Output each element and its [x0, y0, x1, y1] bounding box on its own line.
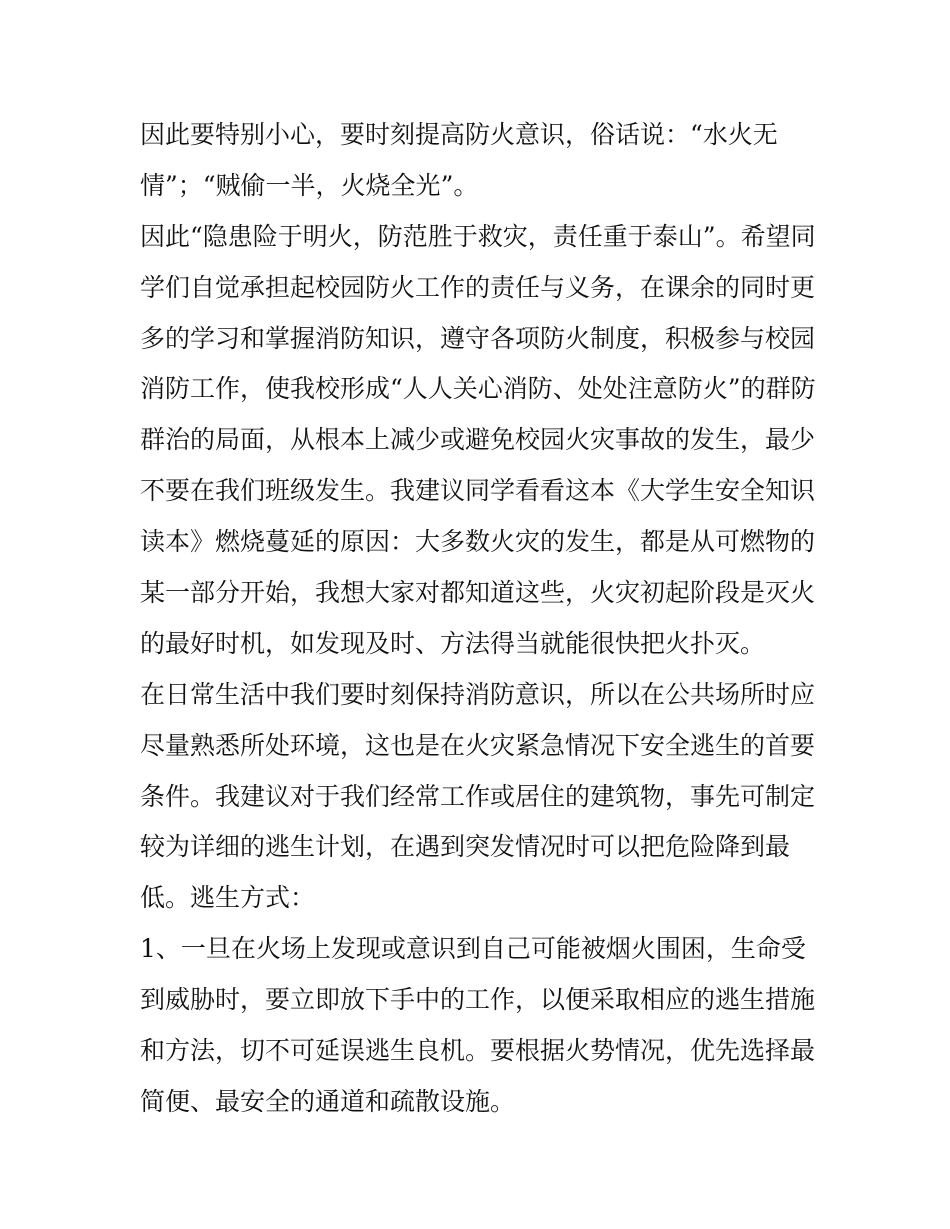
text-line: 到威胁时，要立即放下手中的工作，以便采取相应的逃生措施 — [140, 985, 816, 1015]
document-body — [140, 110, 830, 1128]
text-line: 和方法，切不可延误逃生良机。要根据火势情况，优先选择最 — [140, 1036, 816, 1066]
text-line: 较为详细的逃生计划，在遇到突发情况时可以把危险降到最 — [140, 832, 791, 862]
text-line: 消防工作，使我校形成“人人关心消防、处处注意防火”的群防 — [140, 374, 816, 404]
text-line: 某一部分开始，我想大家对都知道这些，火灾初起阶段是灭火 — [140, 578, 816, 608]
text-line: 不要在我们班级发生。我建议同学看看这本《大学生安全知识 — [140, 476, 816, 506]
text-line: 1、一旦在火场上发现或意识到自己可能被烟火围困，生命受 — [140, 934, 806, 964]
text-line: 简便、最安全的通道和疏散设施。 — [140, 1086, 516, 1116]
text-line: 读本》燃烧蔓延的原因：大多数火灾的发生，都是从可燃物的 — [140, 527, 816, 557]
text-line: 因此“隐患险于明火，防范胜于救灾，责任重于泰山”。希望同 — [140, 221, 816, 251]
text-line: 条件。我建议对于我们经常工作或居住的建筑物，事先可制定 — [140, 781, 816, 811]
text-line: 尽量熟悉所处环境，这也是在火灾紧急情况下安全逃生的首要 — [140, 730, 816, 760]
text-line: 群治的局面，从根本上减少或避免校园火灾事故的发生，最少 — [140, 425, 816, 455]
text-line: 在日常生活中我们要时刻保持消防意识，所以在公共场所时应 — [140, 679, 816, 709]
text-line: 学们自觉承担起校园防火工作的责任与义务，在课余的同时更 — [140, 272, 816, 302]
text-line: 多的学习和掌握消防知识，遵守各项防火制度，积极参与校园 — [140, 323, 816, 353]
text-line: 情”；“贼偷一半，火烧全光”。 — [140, 170, 479, 200]
text-line: 的最好时机，如发现及时、方法得当就能很快把火扑灭。 — [140, 628, 766, 658]
text-line: 低。逃生方式： — [140, 883, 316, 913]
text-line: 因此要特别小心，要时刻提高防火意识，俗话说：“水火无 — [140, 120, 778, 149]
